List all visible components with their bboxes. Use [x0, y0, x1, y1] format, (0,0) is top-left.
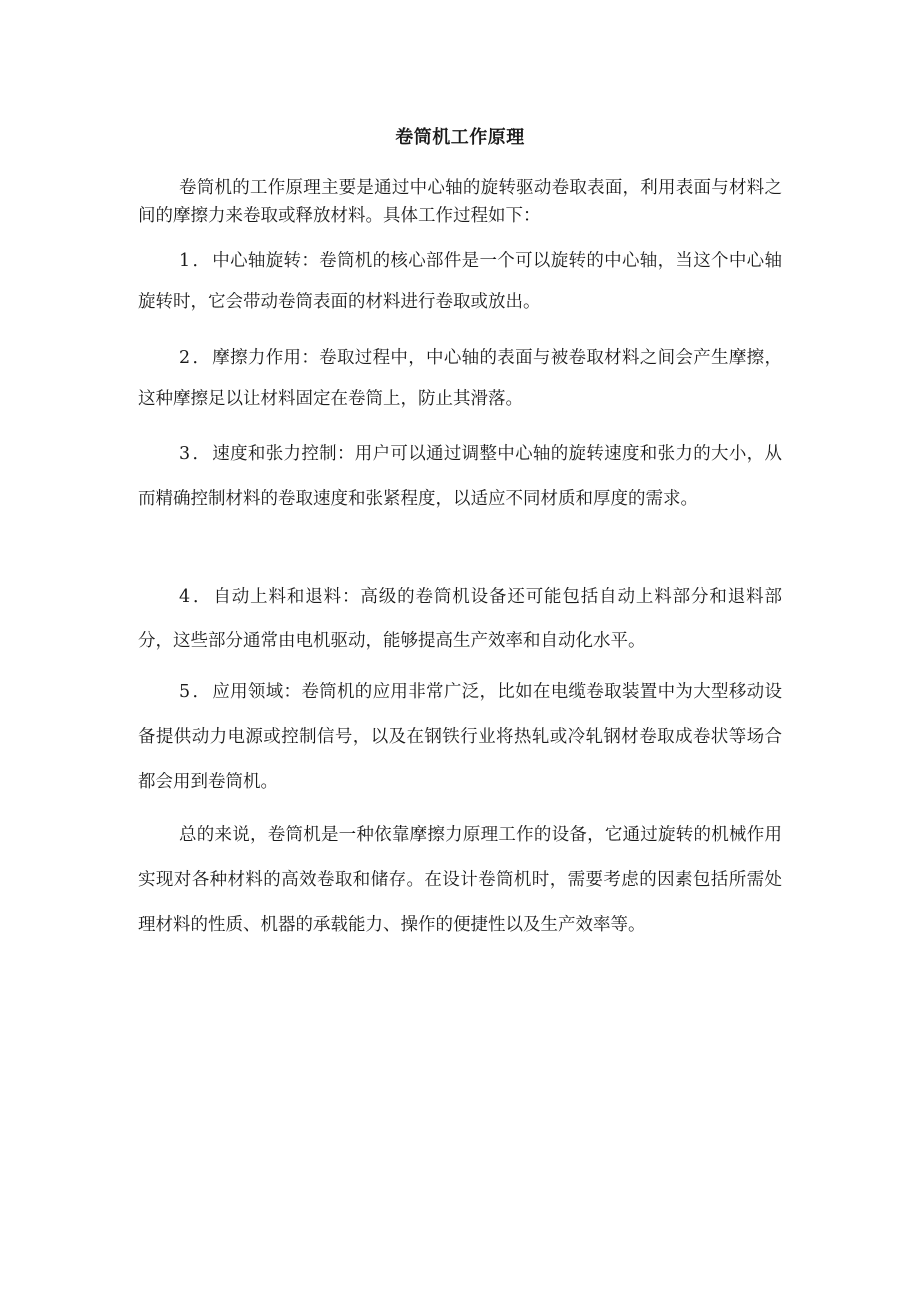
- intro-paragraph: 卷筒机的工作原理主要是通过中心轴的旋转驱动卷取表面，利用表面与材料之间的摩擦力来卷取或释放材料。具体工作过程如下：: [138, 178, 782, 226]
- list-item-text: 速度和张力控制：用户可以通过调整中心轴的旋转速度和张力的大小，从而精确控制材料的卷取速度和张紧程度，以适应不同材质和厚度的需求。: [138, 444, 782, 509]
- list-item-text: 中心轴旋转：卷筒机的核心部件是一个可以旋转的中心轴，当这个中心轴旋转时，它会带动卷筒表面的材料进行卷取或放出。: [138, 251, 782, 312]
- list-item-4: [138, 575, 782, 663]
- list-item-2: [138, 338, 782, 420]
- list-item-number: 2．: [179, 348, 213, 368]
- document-title: 卷筒机工作原理: [395, 127, 525, 148]
- list-item-text: 应用领域：卷筒机的应用非常广泛，比如在电缆卷取装置中为大型移动设备提供动力电源或控制信号，以及在钢铁行业将热轧或冷轧钢材卷取成卷状等场合都会用到卷筒机。: [138, 682, 782, 792]
- list-item-text: 摩擦力作用：卷取过程中，中心轴的表面与被卷取材料之间会产生摩擦，这种摩擦足以让材料固定在卷筒上，防止其滑落。: [138, 348, 782, 409]
- list-item-5: [138, 670, 782, 805]
- list-item-number: 1．: [179, 251, 213, 271]
- list-item-number: 5．: [179, 682, 213, 702]
- list-item-text: 自动上料和退料：高级的卷筒机设备还可能包括自动上料部分和退料部分，这些部分通常由电机驱动，能够提高生产效率和自动化水平。: [138, 587, 783, 651]
- list-item-number: 3．: [179, 444, 213, 464]
- list-item-1: [138, 241, 782, 323]
- list-item-3: [138, 432, 782, 522]
- summary-paragraph: 总的来说，卷筒机是一种依靠摩擦力原理工作的设备，它通过旋转的机械作用实现对各种材料的高效卷取和储存。在设计卷筒机时，需要考虑的因素包括所需处理材料的性质、机器的承载能力、操作的便捷性以及生产效率等。: [138, 825, 782, 935]
- list-item-number: 4．: [179, 587, 214, 607]
